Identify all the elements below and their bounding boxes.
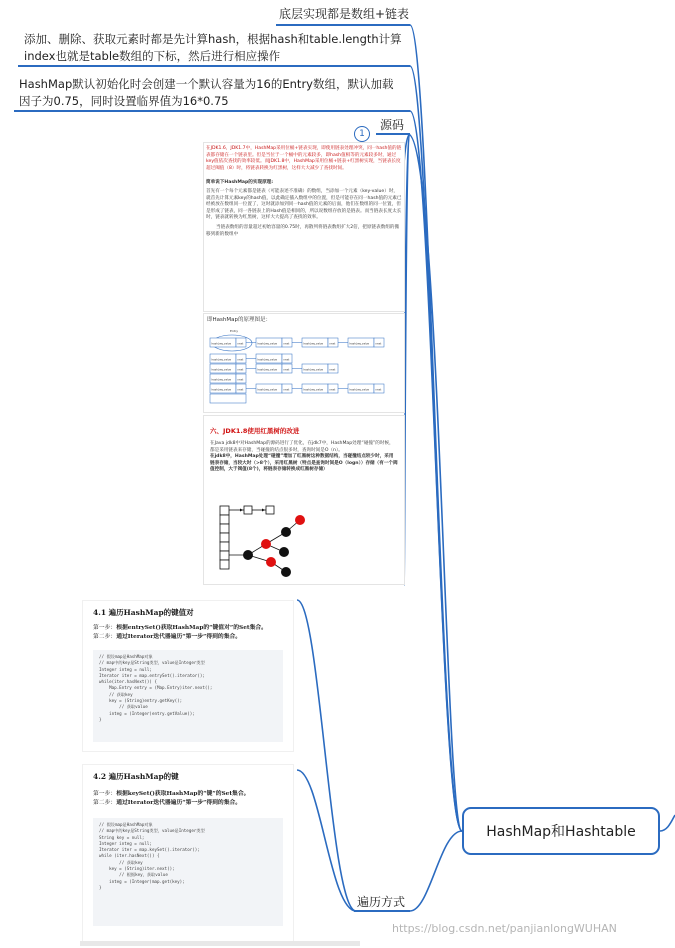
topic-traversal-methods[interactable]: 遍历方式 bbox=[357, 895, 406, 909]
implementation-paragraph: 首先有一个每个元素都是链表（可能表述不准确）的数组，当添加一个元素（key-value）时，就首先计算元素key的hash值，以此确定插入数组中的位置，但是可能存在同一hash值的元素已经被放在数组同一位置了，这时就添加到同一hash值的元素的后面，他们在数组的同一位置，但是形成了链表，同一各链表上的Hash值是相同的，所以说数组存放的是链表。而当链表长度太长时，链表就转换为红黑树，这样大大提高了查找的效率。 bbox=[206, 188, 402, 221]
chain-node-label: hash,key,value bbox=[257, 358, 278, 362]
topic-source-code[interactable]: 源码 bbox=[380, 118, 405, 132]
bucket-next-label: next bbox=[237, 342, 244, 346]
source-note-card-bucket-diagram bbox=[203, 313, 405, 413]
chain-node-next-label: next bbox=[329, 368, 336, 372]
bucket-slot-label: hash,key,value bbox=[211, 358, 232, 362]
step-label: 第一步： bbox=[93, 625, 117, 631]
topic-underlying-structure[interactable]: 底层实现都是数组+链表 bbox=[279, 7, 410, 21]
chain-node-label: hash,key,value bbox=[349, 388, 370, 392]
bucket-slot-label: hash,key,value bbox=[211, 368, 232, 372]
chain-node-label: hash,key,value bbox=[257, 388, 278, 392]
entryset-step2 bbox=[93, 633, 283, 642]
diagram-caption: 即HashMap的原理图是： bbox=[207, 317, 271, 323]
entryset-title: 4.1 遍历HashMap的键值对 bbox=[93, 608, 194, 617]
bucket-slot-empty bbox=[210, 394, 246, 403]
bucket-next-label: next bbox=[237, 388, 244, 392]
chain-node-next-label: next bbox=[375, 388, 382, 392]
topic-hash-operations-line2[interactable]: index也就是table数组的下标，然后进行相应操作 bbox=[24, 49, 281, 63]
bucket-array-diagram bbox=[204, 326, 405, 413]
keyset-step1 bbox=[93, 790, 283, 799]
keyset-title: 4.2 遍历HashMap的键 bbox=[93, 772, 179, 781]
rbt-paragraph-jdk7: 在Java jdk8中对HashMap的源码进行了优化，在jdk7中，HashMap处理“碰撞”的时候，都是采用链表来存储，当碰撞的结点很多时，查询时间是O（n）。 bbox=[210, 441, 394, 453]
traversal-card-entryset bbox=[82, 600, 294, 752]
bucket-next-label: next bbox=[237, 358, 244, 362]
central-topic-label: HashMap和Hashtable bbox=[486, 824, 636, 840]
chain-node-next-label: next bbox=[375, 342, 382, 346]
topic-underline bbox=[276, 24, 410, 26]
chain-node-label: hash,key,value bbox=[257, 342, 278, 346]
red-black-tree-diagram bbox=[216, 504, 326, 585]
step-label: 第二步： bbox=[93, 800, 117, 806]
bucket-next-label: next bbox=[237, 378, 244, 382]
chain-node-next-label: next bbox=[283, 358, 290, 362]
rehash-paragraph: 当链表数组的容量超过初始容量的0.75时，再散列将链表数组扩大2倍，把原链表数组的搬移到新的数组中 bbox=[206, 224, 400, 237]
chain-node-label: hash,key,value bbox=[303, 342, 324, 346]
step-label: 第二步： bbox=[93, 634, 117, 640]
bucket-slot-label: hash,key,value bbox=[211, 378, 232, 382]
rbt-section-title: 六、JDK1.8使用红黑树的改进 bbox=[210, 427, 300, 435]
topic-default-capacity-line1[interactable]: HashMap默认初始化时会创建一个默认容量为16的Entry数组，默认加载 bbox=[19, 77, 394, 91]
chain-node-next-label: next bbox=[283, 368, 290, 372]
chain-node-next-label: next bbox=[283, 342, 290, 346]
rbt-paragraph-jdk8: 在jdk8中，HashMap处理“碰撞”增加了红黑树这种数据结构，当碰撞结点较少时，采用链表存储，当较大时（>8个），采用红黑树（特点是查询时间是O（logn））存储（有一个阀值控制，大于阀值(8个)，将链表存储转换成红黑树存储） bbox=[210, 454, 398, 473]
topic-underline bbox=[18, 65, 410, 67]
watermark-url: https://blog.csdn.net/panjianlongWUHAN bbox=[392, 922, 617, 935]
note-count-badge[interactable]: 1 bbox=[354, 126, 370, 142]
horizontal-scrollbar[interactable] bbox=[80, 941, 360, 946]
step-text: 根据entrySet()获取HashMap的“键值对”的Set集合。 bbox=[116, 625, 267, 631]
bucket-slot-label: hash,key,value bbox=[211, 342, 232, 346]
topic-underline bbox=[14, 110, 410, 112]
chain-node-next-label: next bbox=[283, 388, 290, 392]
entry-label: Entry bbox=[230, 329, 238, 333]
chain-node-label: hash,key,value bbox=[349, 342, 370, 346]
keyset-code-block: // 假设map是HashMap对象 // map中的key是String类型，value是Integer类型 String key = null; Integer integ = null; Iterator iter = map.keySet().iterator(); while (iter.hasNext()) { // 获取key key = (String)iter.next(); // 根据key，获取value integ = (Integer)map.get(key); } bbox=[93, 818, 283, 926]
step-text: 通过Iterator迭代器遍历“第一步”得到的集合。 bbox=[116, 634, 242, 640]
source-note-card-jdk-history bbox=[203, 142, 405, 312]
source-note-card-red-black-tree bbox=[203, 415, 405, 585]
topic-default-capacity-line2[interactable]: 因子为0.75，同时设置临界值为16*0.75 bbox=[19, 94, 229, 108]
step-label: 第一步： bbox=[93, 791, 117, 797]
step-text: 通过Iterator迭代器遍历“第一步”得到的集合。 bbox=[116, 800, 242, 806]
traversal-card-keyset bbox=[82, 764, 294, 942]
step-text: 根据keySet()获取HashMap的“键”的Set集合。 bbox=[116, 791, 250, 797]
chain-node-label: hash,key,value bbox=[303, 388, 324, 392]
chain-node-label: hash,key,value bbox=[257, 368, 278, 372]
topic-hash-operations-line1[interactable]: 添加、删除、获取元素时都是先计算hash，根据hash和table.length计算 bbox=[24, 32, 402, 46]
chain-node-label: hash,key,value bbox=[303, 368, 324, 372]
entryset-code-block: // 假设map是HashMap对象 // map中的key是String类型，value是Integer类型 Integer integ = null; Iterator iter = map.entrySet().iterator(); while(iter.hasNext()) { Map.Entry entry = (Map.Entry)iter.next(); // 获取key key = (String)entry.getKey(); // 获取value integ = (Integer)entry.getValue(); } bbox=[93, 650, 283, 742]
bucket-next-label: next bbox=[237, 368, 244, 372]
jdk-history-paragraph: 在JDK1.6，JDK1.7中，HashMap采用位桶+链表实现，即使用链表处理冲突，同一hash值的链表都存储在一个链表里。但是当位于一个桶中的元素较多，即hash值相等的元素较多时，通过key值依次查找的效率较低。而JDK1.8中，HashMap采用位桶+链表+红黑树实现，当链表长度超过阈值（8）时，将链表转换为红黑树，这样大大减少了查找时间。 bbox=[206, 146, 402, 171]
entryset-step1 bbox=[93, 624, 283, 633]
keyset-step2 bbox=[93, 799, 283, 808]
chain-node-next-label: next bbox=[329, 342, 336, 346]
bucket-slot-label: hash,key,value bbox=[211, 388, 232, 392]
implementation-heading: 简单说下HashMap的实现原理: bbox=[206, 180, 274, 186]
central-topic-hashmap-hashtable[interactable] bbox=[462, 807, 660, 855]
chain-node-next-label: next bbox=[329, 388, 336, 392]
